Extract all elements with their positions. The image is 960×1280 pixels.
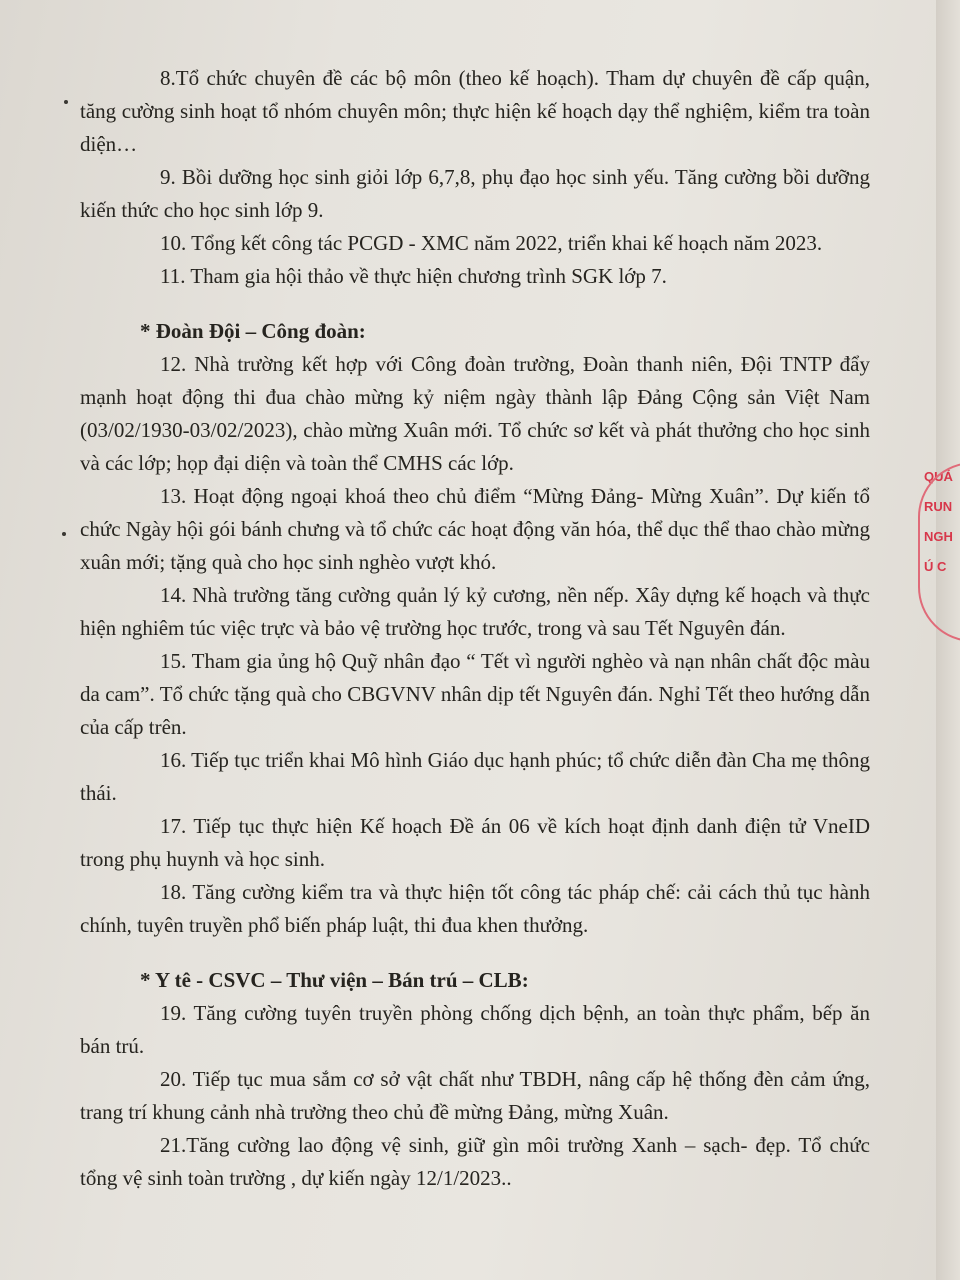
list-item-13: 13. Hoạt động ngoại khoá theo chủ điểm “Mừng Đảng- Mừng Xuân”. Dự kiến tổ chức Ngày hội gói bánh chưng và tổ chức các hoạt động văn hóa, thể dục thể thao chào mừng xuân mới; tặng quà cho học sinh nghèo vượt khó. (80, 484, 870, 574)
list-item-18: 18. Tăng cường kiểm tra và thực hiện tốt công tác pháp chế: cải cách thủ tục hành chính, tuyên truyền phổ biến pháp luật, thi đua khen thưởng. (80, 880, 870, 937)
stamp-ring (918, 462, 960, 642)
stamp-text: QUẢ (924, 469, 953, 484)
list-item-19: 19. Tăng cường tuyên truyền phòng chống dịch bệnh, an toàn thực phẩm, bếp ăn bán trú. (80, 1001, 870, 1058)
red-stamp-partial (918, 462, 960, 642)
list-item-15: 15. Tham gia ủng hộ Quỹ nhân đạo “ Tết vì người nghèo và nạn nhân chất độc màu da cam”. Tổ chức tặng quà cho CBGVNV nhân dịp tết Nguyên đán. Nghỉ Tết theo hướng dẫn của cấp trên. (80, 649, 870, 739)
list-item-14: 14. Nhà trường tăng cường quản lý kỷ cương, nền nếp. Xây dựng kế hoạch và thực hiện nghiêm túc việc trực và bảo vệ trường học trước, trong và sau Tết Nguyên đán. (80, 583, 870, 640)
ink-speck (62, 532, 66, 536)
list-item-12: 12. Nhà trường kết hợp với Công đoàn trường, Đoàn thanh niên, Đội TNTP đẩy mạnh hoạt động thi đua chào mừng kỷ niệm ngày thành lập Đảng Cộng sản Việt Nam (03/02/1930-03/02/2023), chào mừng Xuân mới. Tổ chức sơ kết và phát thưởng cho học sinh và các lớp; họp đại diện và toàn thể CMHS các lớp. (80, 352, 870, 475)
stamp-text: RUN (924, 499, 953, 514)
section-heading-doan-doi: * Đoàn Đội – Công đoàn: (140, 319, 366, 343)
document-body (80, 62, 870, 1195)
section-heading-y-te: * Y tê - CSVC – Thư viện – Bán trú – CLB: (140, 968, 529, 992)
list-item-9: 9. Bồi dưỡng học sinh giỏi lớp 6,7,8, phụ đạo học sinh yếu. Tăng cường bồi dưỡng kiến thức cho học sinh lớp 9. (80, 165, 870, 222)
ink-speck (64, 100, 68, 104)
list-item-8: 8.Tổ chức chuyên đề các bộ môn (theo kế hoạch). Tham dự chuyên đề cấp quận, tăng cường sinh hoạt tổ nhóm chuyên môn; thực hiện kế hoạch dạy thể nghiệm, kiểm tra toàn diện… (80, 66, 870, 156)
list-item-11: 11. Tham gia hội thảo về thực hiện chương trình SGK lớp 7. (160, 264, 667, 288)
list-item-10: 10. Tổng kết công tác PCGD - XMC năm 2022, triển khai kế hoạch năm 2023. (160, 231, 823, 255)
list-item-21: 21.Tăng cường lao động vệ sinh, giữ gìn môi trường Xanh – sạch- đẹp. Tổ chức tổng vệ sinh toàn trường , dự kiến ngày 12/1/2023.. (80, 1133, 870, 1190)
stamp-text: NGH (924, 529, 953, 544)
stamp-text: Ú C (924, 559, 947, 574)
list-item-20: 20. Tiếp tục mua sắm cơ sở vật chất như TBDH, nâng cấp hệ thống đèn cảm ứng, trang trí khung cảnh nhà trường theo chủ đề mừng Đảng, mừng Xuân. (80, 1067, 870, 1124)
list-item-17: 17. Tiếp tục thực hiện Kế hoạch Đề án 06 về kích hoạt định danh điện tử VneID trong phụ huynh và học sinh. (80, 814, 870, 871)
list-item-16: 16. Tiếp tục triển khai Mô hình Giáo dục hạnh phúc; tổ chức diễn đàn Cha mẹ thông thái. (80, 748, 870, 805)
